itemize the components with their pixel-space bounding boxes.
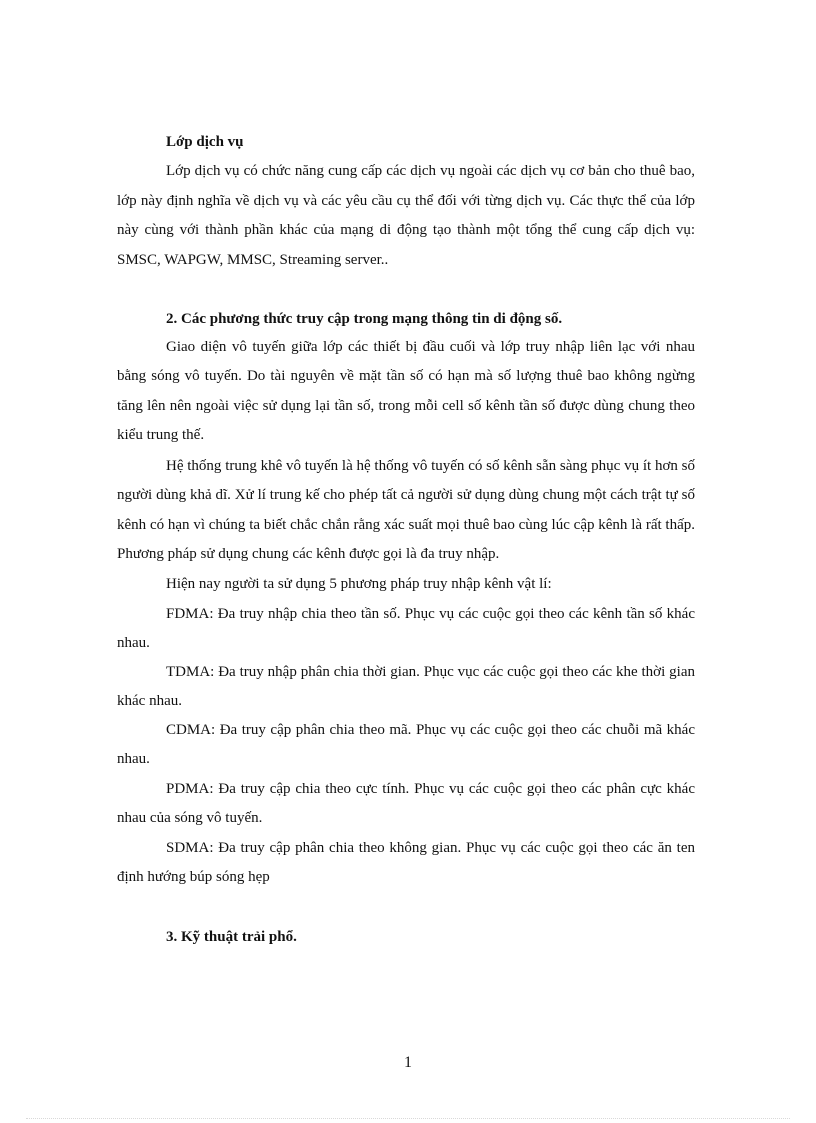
paragraph-tdma: TDMA: Đa truy nhập phân chia thời gian. Phục vục các cuộc gọi theo các khe thời gian khác nhau. xyxy=(117,664,695,710)
heading-spread-spectrum: 3. Kỹ thuật trải phổ. xyxy=(166,929,297,945)
paragraph-access-methods-intro: Hiện nay người ta sử dụng 5 phương pháp truy nhập kênh vật lí: xyxy=(166,576,552,592)
paragraph-cdma: CDMA: Đa truy cập phân chia theo mã. Phục vụ các cuộc gọi theo các chuỗi mã khác nhau. xyxy=(117,722,695,768)
heading-access-methods: 2. Các phương thức truy cập trong mạng thông tin di động số. xyxy=(166,311,563,327)
paragraph-fdma: FDMA: Đa truy nhập chia theo tần số. Phục vụ các cuộc gọi theo các kênh tần số khác nhau. xyxy=(117,606,695,652)
page-number: 1 xyxy=(404,1054,412,1071)
paragraph-service-layer: Lớp dịch vụ có chức năng cung cấp các dịch vụ ngoài các dịch vụ cơ bản cho thuê bao, lớp này định nghĩa về dịch vụ và các yêu cầu cụ thể đối với từng dịch vụ. Các thực thể của lớp này cùng với thành phần khác của mạng di động tạo thành một tổng thể cung cấp dịch vụ: SMSC, WAPGW, MMSC, Streaming server.. xyxy=(117,163,695,268)
heading-service-layer: Lớp dịch vụ xyxy=(166,134,244,150)
paragraph-trunking-system: Hệ thống trung khê vô tuyến là hệ thống vô tuyến có số kênh sẵn sàng phục vụ ít hơn số người dùng khả dĩ. Xử lí trung kế cho phép tất cả người sử dụng dùng chung một cách trật tự số kênh có hạn vì chúng ta biết chắc chắn rằng xác suất mọi thuê bao cùng lúc cập kênh là rất thấp. Phương pháp sử dụng chung các kênh được gọi là đa truy nhập. xyxy=(117,458,695,562)
page-bottom-divider xyxy=(26,1118,790,1119)
paragraph-radio-interface: Giao diện vô tuyến giữa lớp các thiết bị đầu cuối và lớp truy nhập liên lạc với nhau bằng sóng vô tuyến. Do tài nguyên về mặt tần số có hạn mà số lượng thuê bao không ngừng tăng lên nên ngoài việc sử dụng lại tần số, trong mỗi cell số kênh tần số được dùng chung theo kiểu trung thế. xyxy=(117,339,695,443)
paragraph-pdma: PDMA: Đa truy cập chia theo cực tính. Phục vụ các cuộc gọi theo các phân cực khác nhau của sóng vô tuyến. xyxy=(117,781,695,827)
paragraph-sdma: SDMA: Đa truy cập phân chia theo không gian. Phục vụ các cuộc gọi theo các ăn ten định hướng búp sóng hẹp xyxy=(117,840,695,886)
